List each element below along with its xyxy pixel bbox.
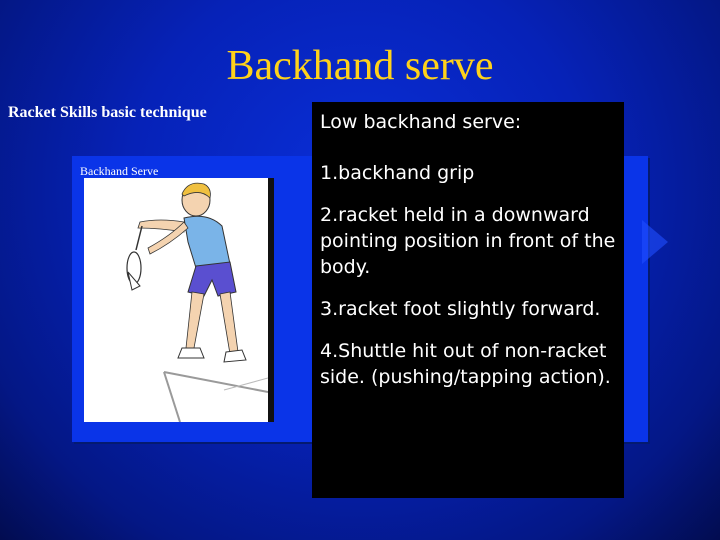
- slide-title: Backhand serve: [226, 43, 494, 89]
- step-item: 4.Shuttle hit out of non-racket side. (pushing/tapping action).: [320, 340, 611, 388]
- backhand-serve-illustration: [84, 178, 274, 422]
- section-heading: Racket Skills basic technique: [8, 104, 207, 121]
- step-item: 2.racket held in a downward pointing position in front of the body.: [320, 204, 616, 278]
- player-drawing: [84, 178, 268, 422]
- step-item: 1.backhand grip: [320, 162, 475, 184]
- instructions-heading: Low backhand serve:: [320, 111, 522, 133]
- step-item: 3.racket foot slightly forward.: [320, 298, 601, 320]
- panel-arrow-decoration: [642, 220, 668, 264]
- figure-caption: Backhand Serve: [80, 164, 159, 178]
- instructions-box: [312, 102, 624, 498]
